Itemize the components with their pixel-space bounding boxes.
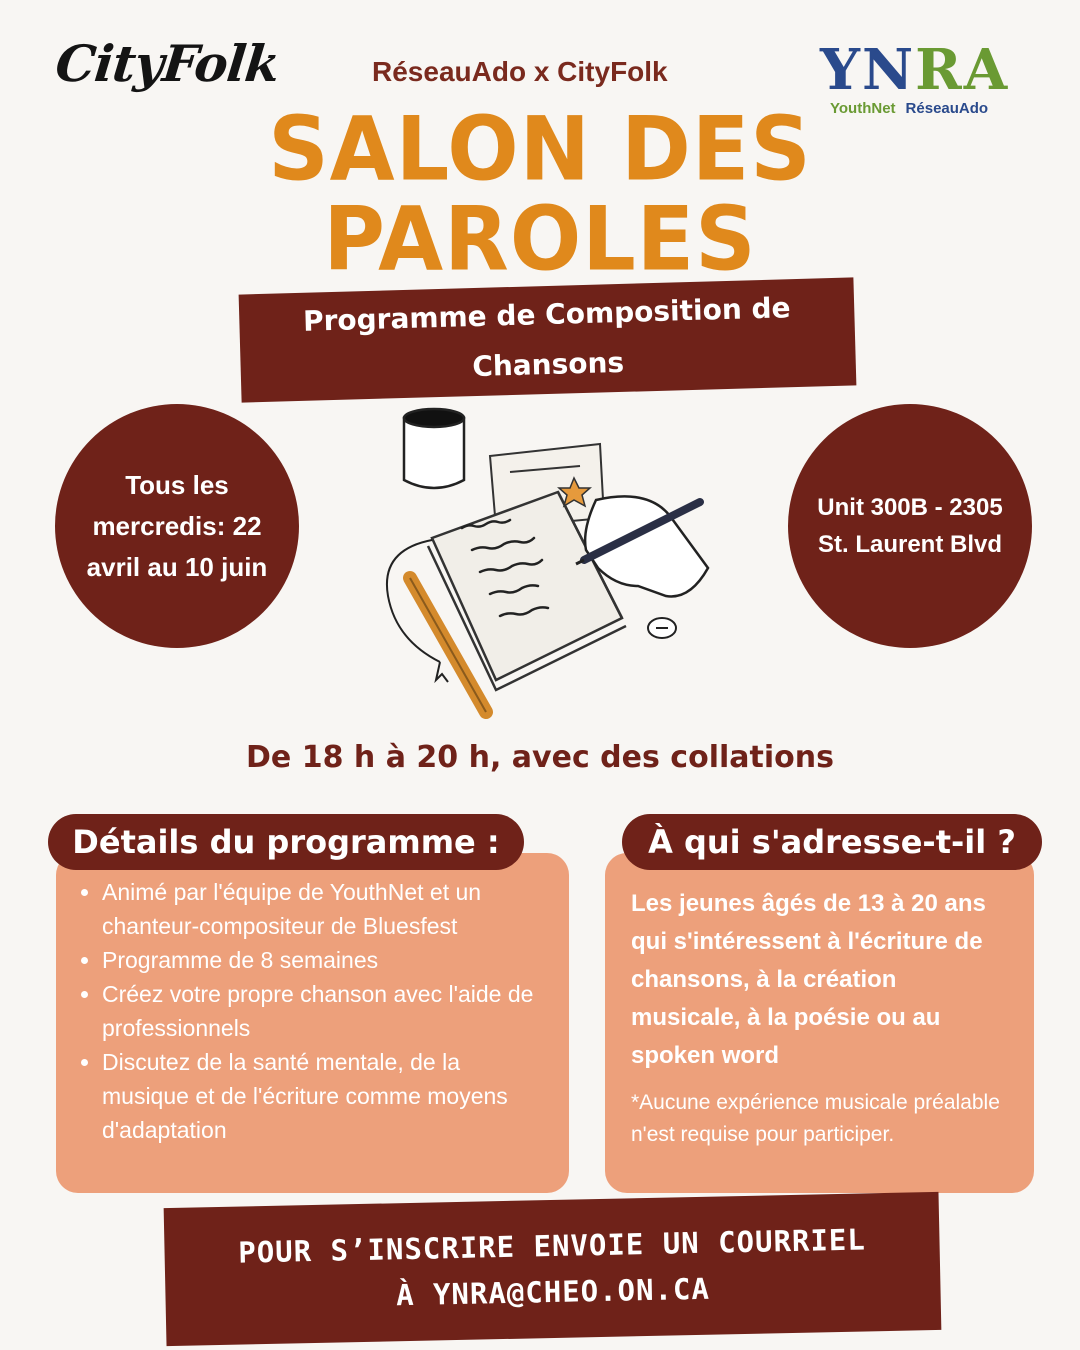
details-item: • Créez votre propre chanson avec l'aide de professionnels — [102, 977, 539, 1045]
details-list — [80, 875, 539, 1147]
coffee-mug-icon — [404, 409, 464, 488]
location-text: Unit 300B - 2305 St. Laurent Blvd — [817, 494, 1003, 558]
collab-title: RéseauAdo x CityFolk — [372, 56, 668, 87]
details-heading-text: Détails du programme : — [72, 823, 500, 861]
signup-banner — [164, 1192, 942, 1346]
details-item: • Animé par l'équipe de YouthNet et un chanteur-compositeur de Bluesfest — [102, 875, 539, 943]
ynra-youthnet: YouthNet — [830, 100, 896, 117]
ynra-letters: YNRA — [820, 37, 1010, 103]
cityfolk-logo: CityFolk — [52, 34, 282, 93]
time-line: De 18 h à 20 h, avec des collations — [246, 740, 834, 775]
audience-card — [605, 853, 1034, 1193]
audience-heading — [622, 814, 1042, 870]
signup-email[interactable]: À YNRA@CHEO.ON.CA — [395, 1271, 711, 1313]
details-item: • Programme de 8 semaines — [102, 943, 539, 977]
page-title — [0, 97, 1080, 291]
details-heading — [48, 814, 524, 870]
signup-line-1: POUR S’INSCRIRE ENVOIE UN COURRIEL — [237, 1222, 867, 1270]
audience-main: Les jeunes âgés de 13 à 20 ans qui s'intéressent à l'écriture de chansons, à la création musicale, à la poésie ou au spoken word — [631, 890, 986, 1069]
ynra-reseauado: RéseauAdo — [905, 100, 989, 117]
audience-note: *Aucune expérience musicale préalable n'est requise pour participer. — [631, 1091, 1000, 1146]
audience-heading-text: À qui s'adresse-t-il ? — [648, 823, 1016, 861]
tape-measure-icon — [648, 618, 676, 638]
schedule-text: Tous les mercredis: 22 avril au 10 juin — [86, 469, 268, 582]
details-card — [56, 853, 569, 1193]
subtitle-banner — [239, 277, 857, 402]
location-circle — [788, 404, 1032, 648]
schedule-circle — [55, 404, 299, 648]
title-line-2: PAROLES — [323, 187, 757, 291]
subtitle-text: Programme de Composition de Chansons — [302, 291, 791, 384]
bookmark-string-icon — [387, 540, 448, 682]
details-item: • Discutez de la santé mentale, de la musique et de l'écriture comme moyens d'adaptation — [102, 1045, 539, 1147]
notebook-writing-illustration — [370, 400, 710, 730]
title-line-1: SALON DES — [268, 97, 812, 201]
